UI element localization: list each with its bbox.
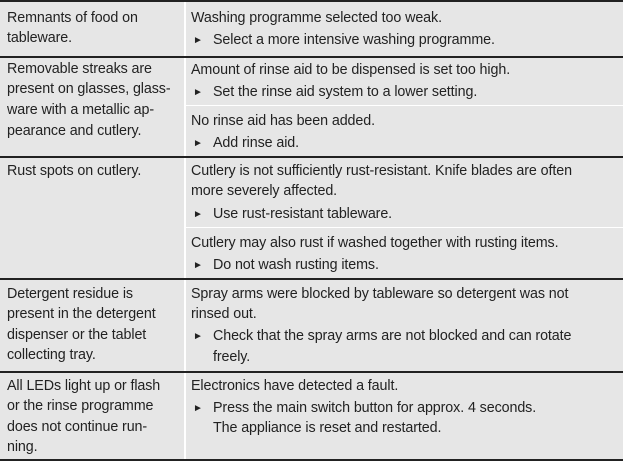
- remedy-line: ► Do not wash rusting items.: [191, 255, 379, 277]
- cause-line: Electronics have detected a fault.: [191, 378, 399, 394]
- symptom-line: Detergent residue is: [7, 286, 133, 302]
- symptom-line: present in the detergent: [7, 306, 156, 322]
- triangle-bullet-icon: ►: [193, 87, 203, 98]
- cause-line: Spray arms were blocked by tableware so detergent was not: [191, 286, 569, 302]
- symptom-line: All LEDs light up or flash: [7, 378, 161, 394]
- symptom-line: or the rinse programme: [7, 398, 154, 414]
- cause-line: more severely affected.: [191, 183, 338, 199]
- symptom-line: Removable streaks are: [7, 61, 152, 77]
- remedy-line: ► Press the main switch button for approx. 4 seconds.: [191, 398, 536, 420]
- remedy-line: ► Set the rinse aid system to a lower setting.: [191, 82, 477, 104]
- remedy-line: The appliance is reset and restarted.: [213, 420, 442, 436]
- triangle-bullet-icon: ►: [193, 260, 203, 271]
- symptom-line: collecting tray.: [7, 347, 96, 363]
- symptom-line: tableware.: [7, 30, 72, 46]
- cause-line: Cutlery is not sufficiently rust-resistant. Knife blades are often: [191, 163, 572, 179]
- symptom-line: Remnants of food on: [7, 10, 138, 26]
- symptom-line: ning.: [7, 439, 38, 455]
- symptom-line: does not continue run-: [7, 419, 148, 435]
- remedy-line: freely.: [213, 349, 251, 365]
- triangle-bullet-icon: ►: [193, 331, 203, 342]
- symptom-line: dispenser or the tablet: [7, 327, 147, 343]
- remedy-line: ► Select a more intensive washing programme.: [191, 30, 495, 52]
- triangle-bullet-icon: ►: [193, 35, 203, 46]
- remedy-line: ► Use rust-resistant tableware.: [191, 204, 392, 226]
- remedy-line: ► Add rinse aid.: [191, 133, 299, 155]
- symptom-line: pearance and cutlery.: [7, 123, 142, 139]
- symptom-line: present on glasses, glass-: [7, 81, 171, 97]
- triangle-bullet-icon: ►: [193, 138, 203, 149]
- cause-line: Cutlery may also rust if washed together with rusting items.: [191, 235, 559, 251]
- symptom-line: Rust spots on cutlery.: [7, 163, 142, 179]
- triangle-bullet-icon: ►: [193, 209, 203, 220]
- cause-line: Amount of rinse aid to be dispensed is set too high.: [191, 62, 511, 78]
- triangle-bullet-icon: ►: [193, 403, 203, 414]
- symptom-line: ware with a metallic ap-: [7, 102, 154, 118]
- cause-line: rinsed out.: [191, 306, 257, 322]
- remedy-line: ► Check that the spray arms are not blocked and can rotate: [191, 326, 571, 348]
- cause-line: Washing programme selected too weak.: [191, 10, 442, 26]
- cause-line: No rinse aid has been added.: [191, 113, 375, 129]
